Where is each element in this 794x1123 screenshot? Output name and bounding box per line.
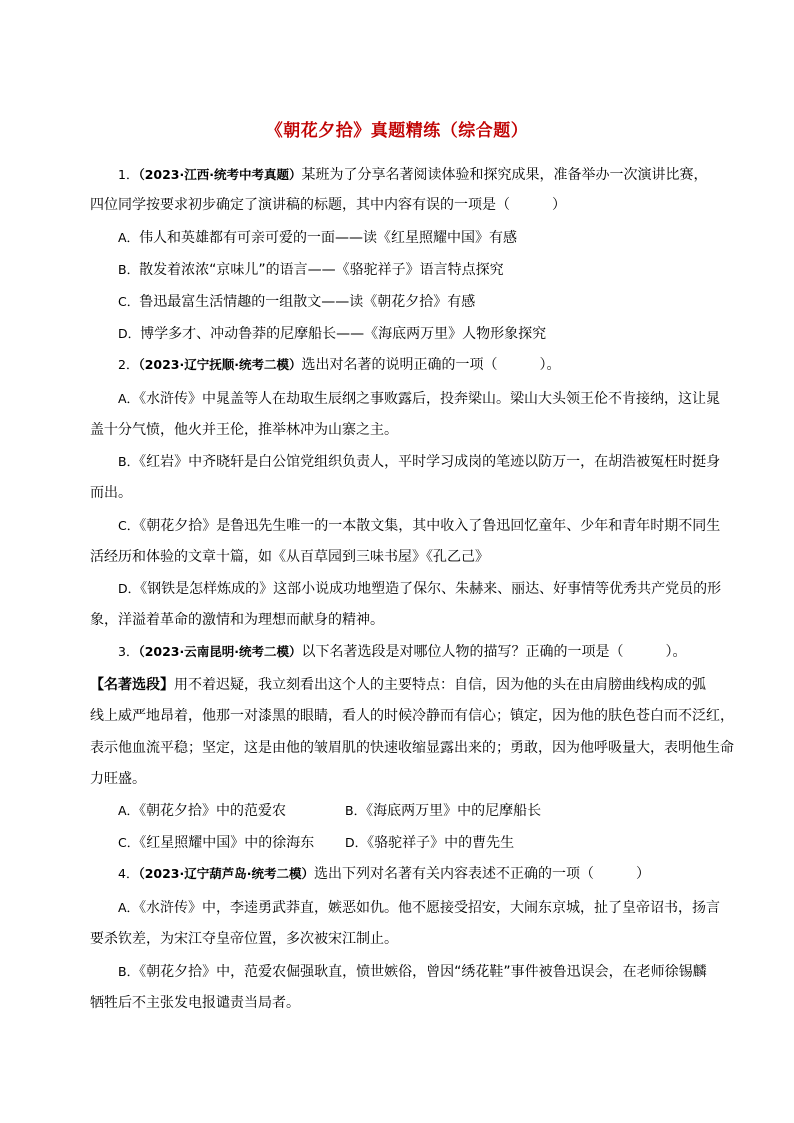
question-2-option-b	[118, 452, 720, 472]
option-text: 《海底两万里》中的尼摩船长	[366, 803, 542, 819]
question-number: 1．	[118, 167, 139, 182]
question-3-header	[118, 642, 687, 662]
option-label: B．	[118, 964, 140, 979]
option-text: 《朝花夕拾》中的范爱农	[139, 803, 287, 819]
option-text: 散发着浓浓“京味儿”的语言——《骆驼祥子》语言特点探究	[139, 262, 504, 278]
question-stem: 选出对名著的说明正确的一项（ ）。	[301, 357, 561, 373]
excerpt-line: 力旺盛。	[90, 771, 146, 787]
question-1-option-b	[118, 260, 504, 280]
question-1-option-a	[118, 228, 517, 248]
option-text: 《朝花夕拾》是鲁迅先生唯一的一本散文集，其中收入了鲁迅回忆童年、少年和青年时期不同生	[139, 518, 721, 534]
question-2-option-d	[118, 579, 721, 599]
document-title: 《朝花夕拾》真题精练（综合题）	[265, 121, 529, 141]
excerpt-tag: 【名著选段】	[90, 677, 174, 693]
option-label: D．	[118, 326, 141, 341]
question-3-option-b	[345, 801, 541, 821]
option-label: C．	[118, 518, 140, 533]
question-stem: 选出下列对名著有关内容表述不正确的一项（ ）	[314, 866, 650, 882]
option-label: A．	[118, 230, 140, 245]
question-source: （2023·辽宁葫芦岛·统考二模）	[138, 866, 314, 881]
question-2-option-c	[118, 516, 720, 536]
option-text: 《红星照耀中国》中的徐海东	[139, 835, 315, 851]
option-text-continued: 活经历和体验的文章十篇，如《从百草园到三味书屋》《孔乙己》	[90, 549, 489, 565]
excerpt-line: 线上威严地昂着，他那一对漆黑的眼睛，看人的时候冷静而有信心；镇定，因为他的肤色苍白而不泛红，	[90, 708, 734, 724]
question-4-option-b	[118, 962, 707, 982]
option-text: 《水浒传》中，李逵勇武莽直，嫉恶如仇。他不愿接受招安，大闹东京城，扯了皇帝诏书，扬言	[139, 900, 721, 916]
question-stem-continued: 四位同学按要求初步确定了演讲稿的标题，其中内容有误的一项是（ ）	[90, 197, 566, 213]
question-3-option-c	[118, 833, 314, 853]
option-label: A．	[118, 391, 140, 406]
question-stem: 以下名著选段是对哪位人物的描写？正确的一项是（ ）。	[301, 644, 687, 660]
option-label: A．	[118, 803, 140, 818]
question-1-option-d	[118, 324, 546, 344]
question-4-header	[118, 864, 650, 884]
option-label: A．	[118, 900, 140, 915]
option-text-continued: 象，洋溢着革命的激情和为理想而献身的精神。	[90, 612, 384, 628]
question-3-option-a	[118, 801, 286, 821]
question-source: （2023·江西·统考中考真题）	[138, 167, 302, 182]
option-text: 《钢铁是怎样炼成的》这部小说成功地塑造了保尔、朱赫来、丽达、好事情等优秀共产党员的形	[140, 581, 722, 597]
option-text-continued: 盖十分气愤，他火并王伦，推举林冲为山寨之主。	[90, 422, 398, 438]
excerpt-text: 用不着迟疑，我立刻看出这个人的主要特点：自信，因为他的头在由肩膀曲线构成的弧	[174, 677, 706, 693]
question-2-header	[118, 355, 561, 375]
option-label: C．	[118, 835, 140, 850]
option-label: B．	[118, 454, 140, 469]
question-1-option-c	[118, 292, 475, 312]
question-source: （2023·辽宁抚顺·统考二模）	[138, 357, 302, 372]
option-text: 伟人和英雄都有可亲可爱的一面——读《红星照耀中国》有感	[139, 230, 518, 246]
option-label: D．	[118, 581, 141, 596]
question-3-option-d	[345, 833, 514, 853]
question-2-option-a	[118, 389, 720, 409]
option-text: 《红岩》中齐晓轩是白公馆党组织负责人，平时学习成岗的笔迹以防万一，在胡浩被冤枉时挺身	[139, 454, 721, 470]
excerpt-line	[90, 675, 706, 695]
option-label: B．	[118, 262, 140, 277]
question-number: 2．	[118, 357, 139, 372]
option-text: 《骆驼祥子》中的曹先生	[367, 835, 515, 851]
question-stem: 某班为了分享名著阅读体验和探究成果，准备举办一次演讲比赛，	[301, 167, 708, 183]
option-text: 《水浒传》中晁盖等人在劫取生辰纲之事败露后，投奔梁山。梁山大头领王伦不肯接纳，这让晁	[139, 391, 721, 407]
question-number: 3．	[118, 644, 139, 659]
option-text: 《朝花夕拾》中，范爱农倔强耿直，愤世嫉俗，曾因“绣花鞋”事件被鲁迅误会，在老师徐锡麟	[139, 964, 707, 980]
question-1-header	[118, 165, 708, 185]
option-text-continued: 要杀钦差，为宋江夺皇帝位置，多次被宋江制止。	[90, 931, 398, 947]
option-label: C．	[118, 294, 140, 309]
option-text-continued: 而出。	[90, 485, 132, 501]
option-label: B．	[345, 803, 367, 818]
question-number: 4．	[118, 866, 139, 881]
option-label: D．	[345, 835, 368, 850]
question-source: （2023·云南昆明·统考二模）	[138, 644, 302, 659]
question-4-option-a	[118, 898, 720, 918]
option-text-continued: 牺牲后不主张发电报谴责当局者。	[90, 995, 300, 1011]
option-text: 鲁迅最富生活情趣的一组散文——读《朝花夕拾》有感	[139, 294, 476, 310]
excerpt-line: 表示他血流平稳；坚定，这是由他的皱眉肌的快速收缩显露出来的；勇敢，因为他呼吸量大，表明他生命	[90, 740, 734, 756]
option-text: 博学多才、冲动鲁莽的尼摩船长——《海底两万里》人物形象探究	[140, 326, 547, 342]
